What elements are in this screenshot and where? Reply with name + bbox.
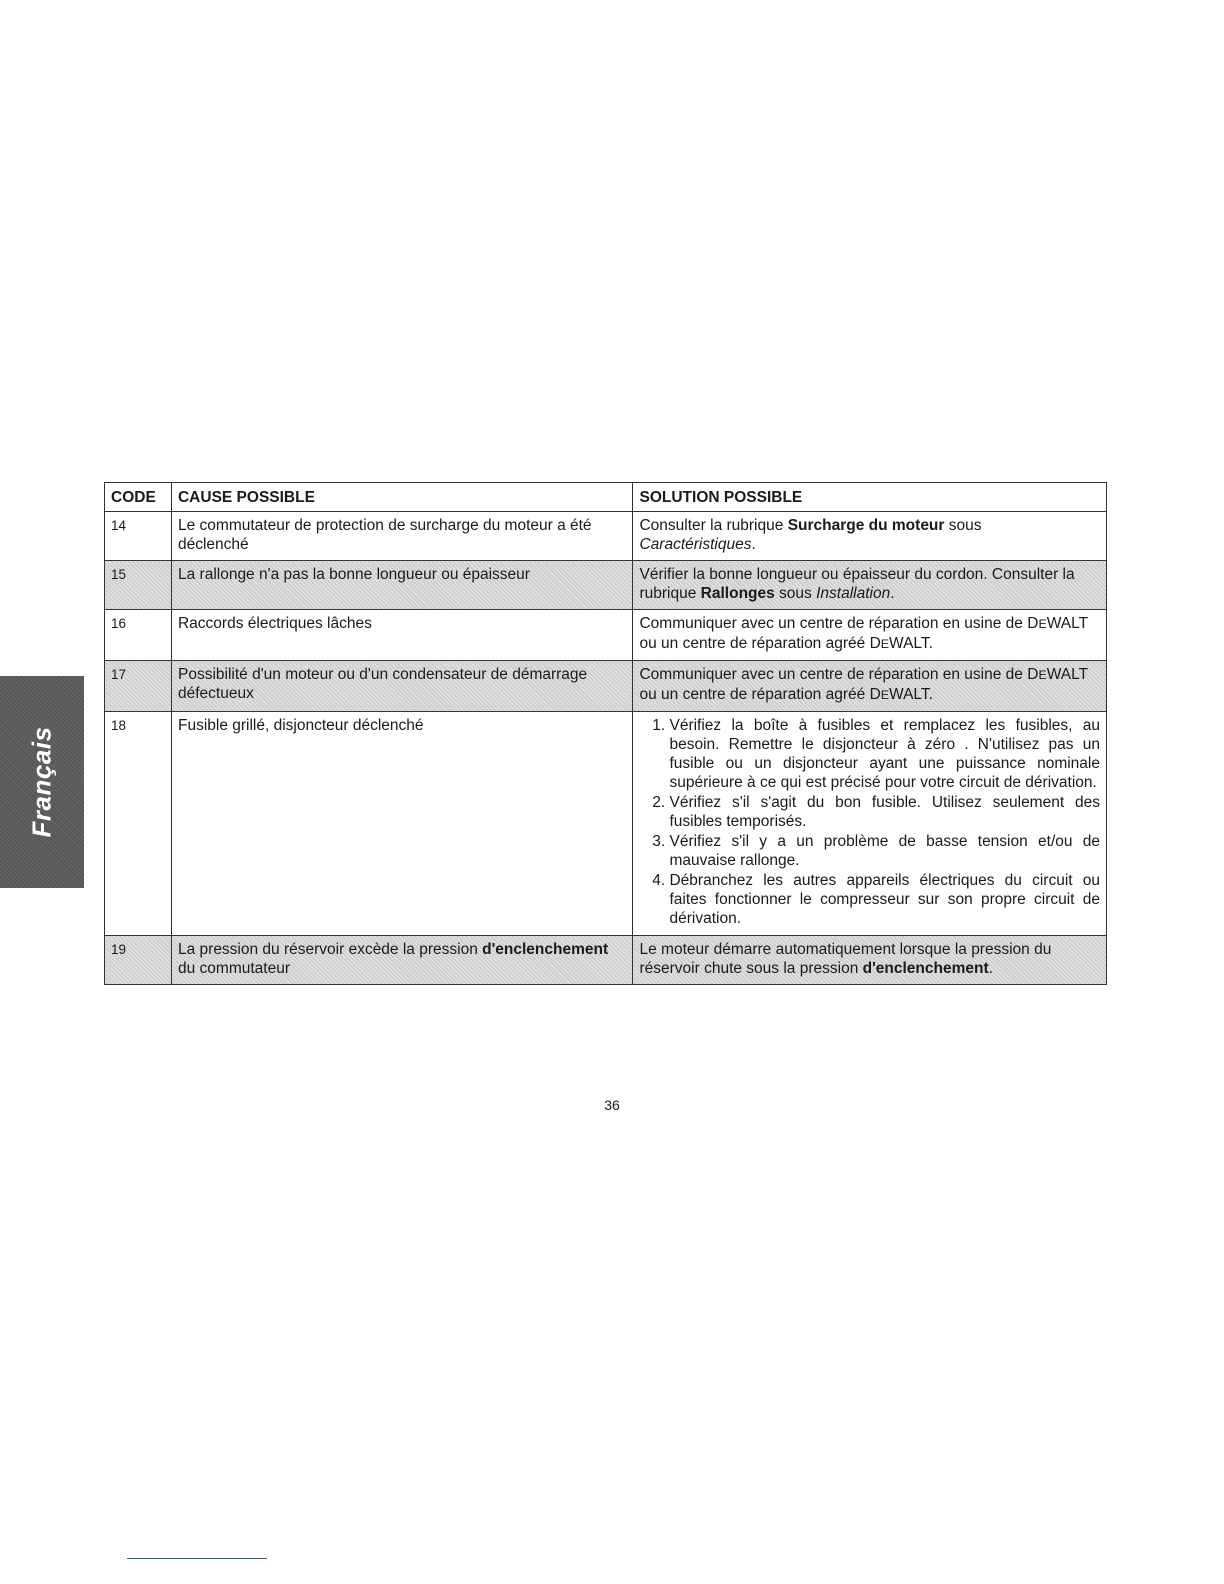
row-code: 19: [105, 936, 172, 985]
row-solution: Le moteur démarre automatiquement lorsque la pression du réservoir chute sous la pression d'enclenchement.: [633, 936, 1107, 985]
row-solution: Consulter la rubrique Surcharge du moteur sous Caractéristiques.: [633, 512, 1107, 561]
emphasis-bold: d'enclenchement: [862, 960, 989, 977]
emphasis-italic: Caractéristiques: [639, 536, 752, 553]
language-tab-label: Français: [26, 726, 57, 838]
table-row: [105, 661, 1107, 712]
row-solution: [633, 712, 1107, 936]
table-row: [105, 936, 1107, 985]
language-side-tab: [0, 676, 84, 888]
header-code: CODE: [105, 483, 172, 512]
row-cause: La pression du réservoir excède la pression d'enclenchement du commutateur: [171, 936, 633, 985]
solution-steps-list: [639, 716, 1100, 928]
list-item: 3. Vérifiez s'il y a un problème de basse tension et/ou de mauvaise rallonge.: [669, 832, 1100, 870]
list-item: 1. Vérifiez la boîte à fusibles et remplacez les fusibles, au besoin. Remettre le disjoncteur à zéro . N'utilisez pas un fusible ou un disjoncteur ayant une puissance nominale supérieure à ce qui est précisé pour votre circuit de dérivation.: [669, 716, 1100, 792]
footer-rule: [127, 1558, 267, 1559]
row-solution: Communiquer avec un centre de réparation en usine de DEWALT ou un centre de réparation agréé DEWALT.: [633, 610, 1107, 661]
row-cause: Possibilité d'un moteur ou d'un condensateur de démarrage défectueux: [171, 661, 633, 712]
table-row: [105, 512, 1107, 561]
row-code: 14: [105, 512, 172, 561]
row-cause: Fusible grillé, disjoncteur déclenché: [171, 712, 633, 936]
row-code: 18: [105, 712, 172, 936]
brand-name: DEWALT: [1027, 666, 1088, 683]
emphasis-italic: Installation: [816, 585, 891, 602]
troubleshooting-table: [104, 482, 1107, 985]
row-code: 17: [105, 661, 172, 712]
row-solution: Communiquer avec un centre de réparation en usine de DEWALT ou un centre de réparation agréé DEWALT.: [633, 661, 1107, 712]
emphasis-bold: Surcharge du moteur: [787, 517, 945, 534]
row-cause: Le commutateur de protection de surcharge du moteur a été déclenché: [171, 512, 633, 561]
emphasis-bold: Rallonges: [700, 585, 775, 602]
brand-name: DEWALT: [1027, 615, 1088, 632]
brand-name: DEWALT: [869, 686, 929, 703]
emphasis-bold: d'enclenchement: [482, 941, 609, 958]
table-row: [105, 561, 1107, 610]
header-solution: SOLUTION POSSIBLE: [633, 483, 1107, 512]
table-row: [105, 712, 1107, 936]
row-cause: La rallonge n'a pas la bonne longueur ou épaisseur: [171, 561, 633, 610]
table-row: [105, 610, 1107, 661]
brand-name: DEWALT: [869, 635, 929, 652]
table-header-row: [105, 483, 1107, 512]
list-item: 4. Débranchez les autres appareils électriques du circuit ou faites fonctionner le compresseur sur son propre circuit de dérivation.: [669, 871, 1100, 928]
row-code: 16: [105, 610, 172, 661]
row-code: 15: [105, 561, 172, 610]
row-cause: Raccords électriques lâches: [171, 610, 633, 661]
page-number: 36: [604, 1097, 620, 1113]
row-solution: Vérifier la bonne longueur ou épaisseur du cordon. Consulter la rubrique Rallonges sous Installation.: [633, 561, 1107, 610]
header-cause: CAUSE POSSIBLE: [171, 483, 633, 512]
list-item: 2. Vérifiez s'il s'agit du bon fusible. Utilisez seulement des fusibles temporisés.: [669, 793, 1100, 831]
